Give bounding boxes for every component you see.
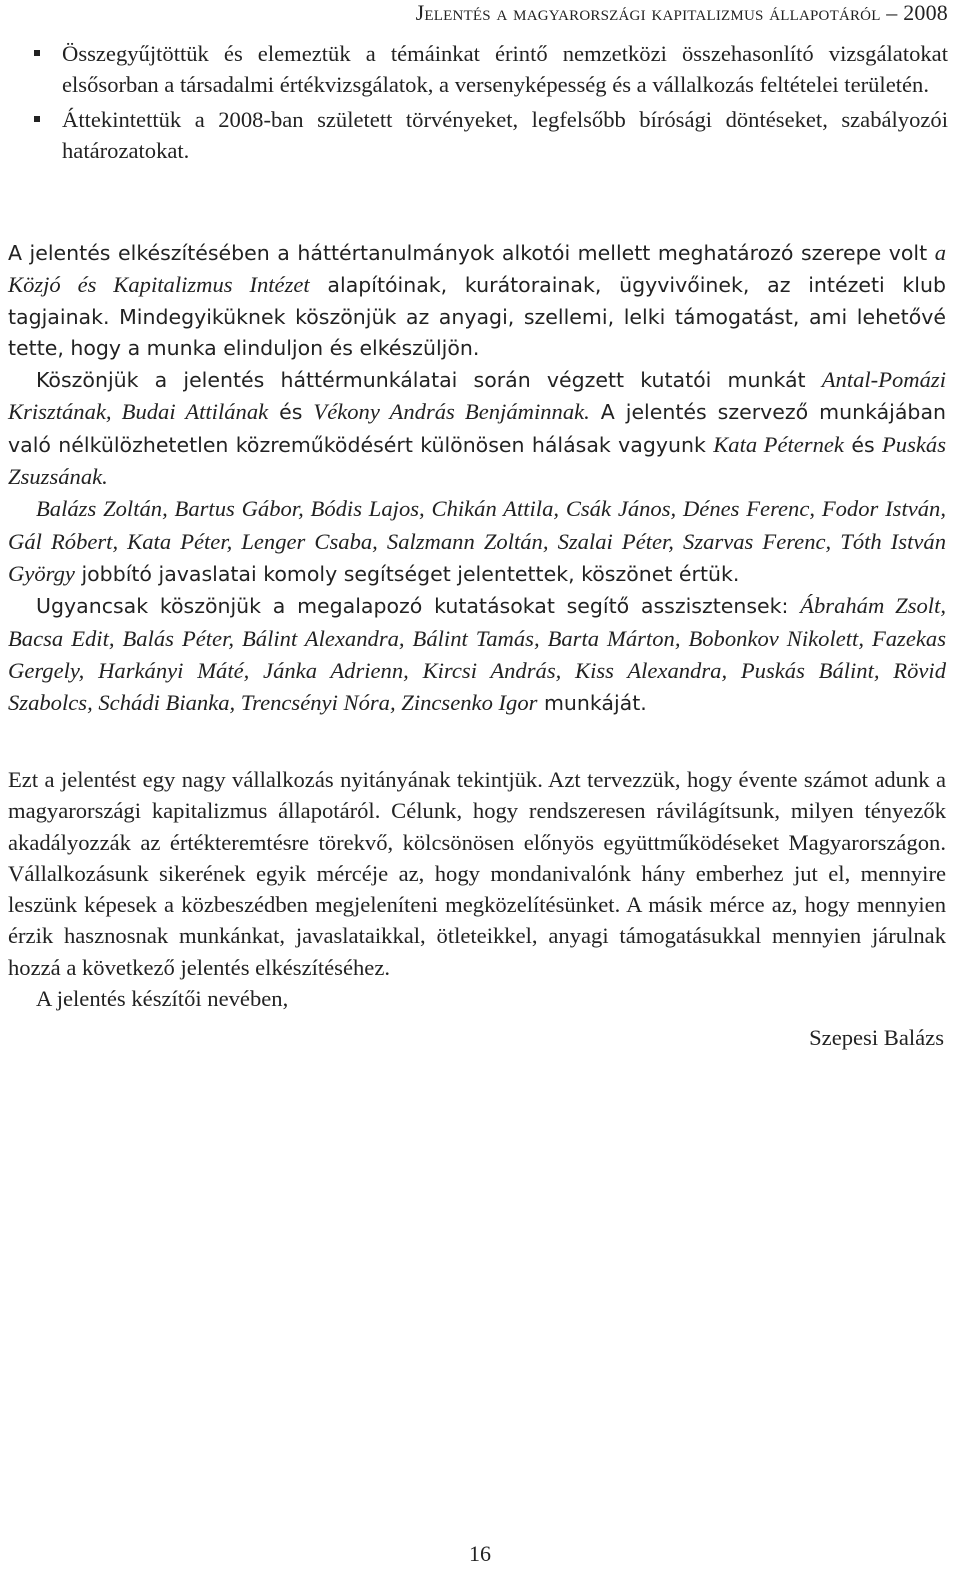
header-year: 2008 [903, 0, 948, 25]
bullet-text: Áttekintettük a 2008-ban született törvényeket, legfelsőbb bírósági döntéseket, szabályozói határozatokat. [62, 106, 948, 163]
paragraph-signoff: A jelentés készítői nevében, [36, 986, 289, 1012]
text-run: és [843, 432, 882, 457]
bullet-item [8, 38, 948, 101]
text-run: Ugyancsak köszönjük a megalapozó kutatásokat segítő asszisztensek: [36, 594, 801, 619]
bullet-text: Összegyűjtöttük és elemeztük a témáinkat érintő nemzetközi összehasonlító vizsgálatokat elsősorban a társadalmi értékvizsgálatok, a versenyképesség és a vállalkozás feltételei területén. [62, 41, 948, 98]
paragraph-acknowledgement-reviewers [8, 493, 946, 590]
bullet-item [8, 104, 948, 167]
page-number: 16 [469, 1541, 491, 1566]
italic-run: Ábrahám Zsolt, Bacsa Edit, Balás Péter, Bálint Alexandra, Bálint Tamás, Barta Márton, Bobonkov Nikolett, Fazekas Gergely, Harkányi Máté, Jánka Adrienn, Kircsi András, Kiss Alexandra, Puskás Bálint, Rövid Szabolcs, Schádi Bianka, Trencsényi Nóra, Zincsenko Igor [8, 593, 946, 716]
italic-run: Balázs Zoltán, Bartus Gábor, Bódis Lajos, Chikán Attila, Csák János, Dénes Ferenc, Fodor István, Gál Róbert, Kata Péter, Lenger Csaba, Salzmann Zoltán, Szalai Péter, Szarvas Ferenc, Tóth István György [8, 496, 946, 586]
text-run: A jelentés szervező munkájában való nélkülözhetetlen közreműködésért különösen hálásak vagyunk [8, 400, 946, 457]
header-separator: – [886, 0, 904, 25]
paragraph-acknowledgement-assistants [8, 590, 946, 719]
paragraph-closing: Ezt a jelentést egy nagy vállalkozás nyitányának tekintjük. Azt tervezzük, hogy évente számot adunk a magyarországi kapitalizmus állapotáról. Célunk, hogy rendszeresen rávilágítsunk, milyen tényezők akadályozzák az értékteremtésre törekvő, kölcsönösen előnyös együttműködéseket Magyarországon. Vállalkozásunk sikerének egyik mércéje az, hogy mondanivalónk hány emberhez jut el, mennyire leszünk képesek a közbeszédben megjeleníteni megközelítésünket. A másik mérce az, hogy mennyien érzik hasznosnak munkánkat, javaslataikkal, ötleteikkel, anyagi támogatásukkal mennyien járulnak hozzá a következő jelentés elkészítéséhez. [8, 767, 946, 980]
text-run: alapítóinak, kurátorainak, ügyvivőinek, az intézeti klub tagjainak. Mindegyiküknek köszönjük az anyagi, szellemi, lelki támogatást, ami lehetővé tette, hogy a munka elinduljon és elkészüljön. [8, 273, 946, 360]
italic-run: Antal-Pomázi Krisztának, Budai Attilának [8, 367, 946, 425]
italic-run: a Közjó és Kapitalizmus Intézet [8, 240, 946, 298]
running-header [416, 0, 948, 26]
italic-run: Puskás Zsuzsának. [8, 431, 947, 490]
bullet-square-icon [34, 50, 40, 56]
bullet-list [8, 38, 948, 169]
text-run: Köszönjük a jelentés háttérmunkálatai során végzett kutatói munkát [36, 368, 822, 393]
italic-run: Kata Péternek [713, 431, 844, 457]
paragraph-acknowledgement-researchers [8, 364, 946, 493]
text-run: munkáját. [537, 691, 647, 716]
acknowledgements-block [8, 237, 946, 719]
signature: Szepesi Balázs [809, 1025, 944, 1051]
text-run: és [268, 400, 314, 425]
text-run: jobbító javaslatai komoly segítséget jelentettek, köszönet értük. [74, 561, 740, 586]
closing-block [8, 764, 946, 1054]
bullet-square-icon [34, 116, 40, 122]
paragraph-acknowledgement-institute [8, 237, 946, 364]
italic-run: Vékony András Benjáminnak. [313, 399, 590, 425]
header-title: Jelentés a magyarországi kapitalizmus állapotáról [415, 0, 881, 25]
text-run: A jelentés elkészítésében a háttértanulmányok alkotói mellett meghatározó szerepe volt [8, 241, 935, 265]
